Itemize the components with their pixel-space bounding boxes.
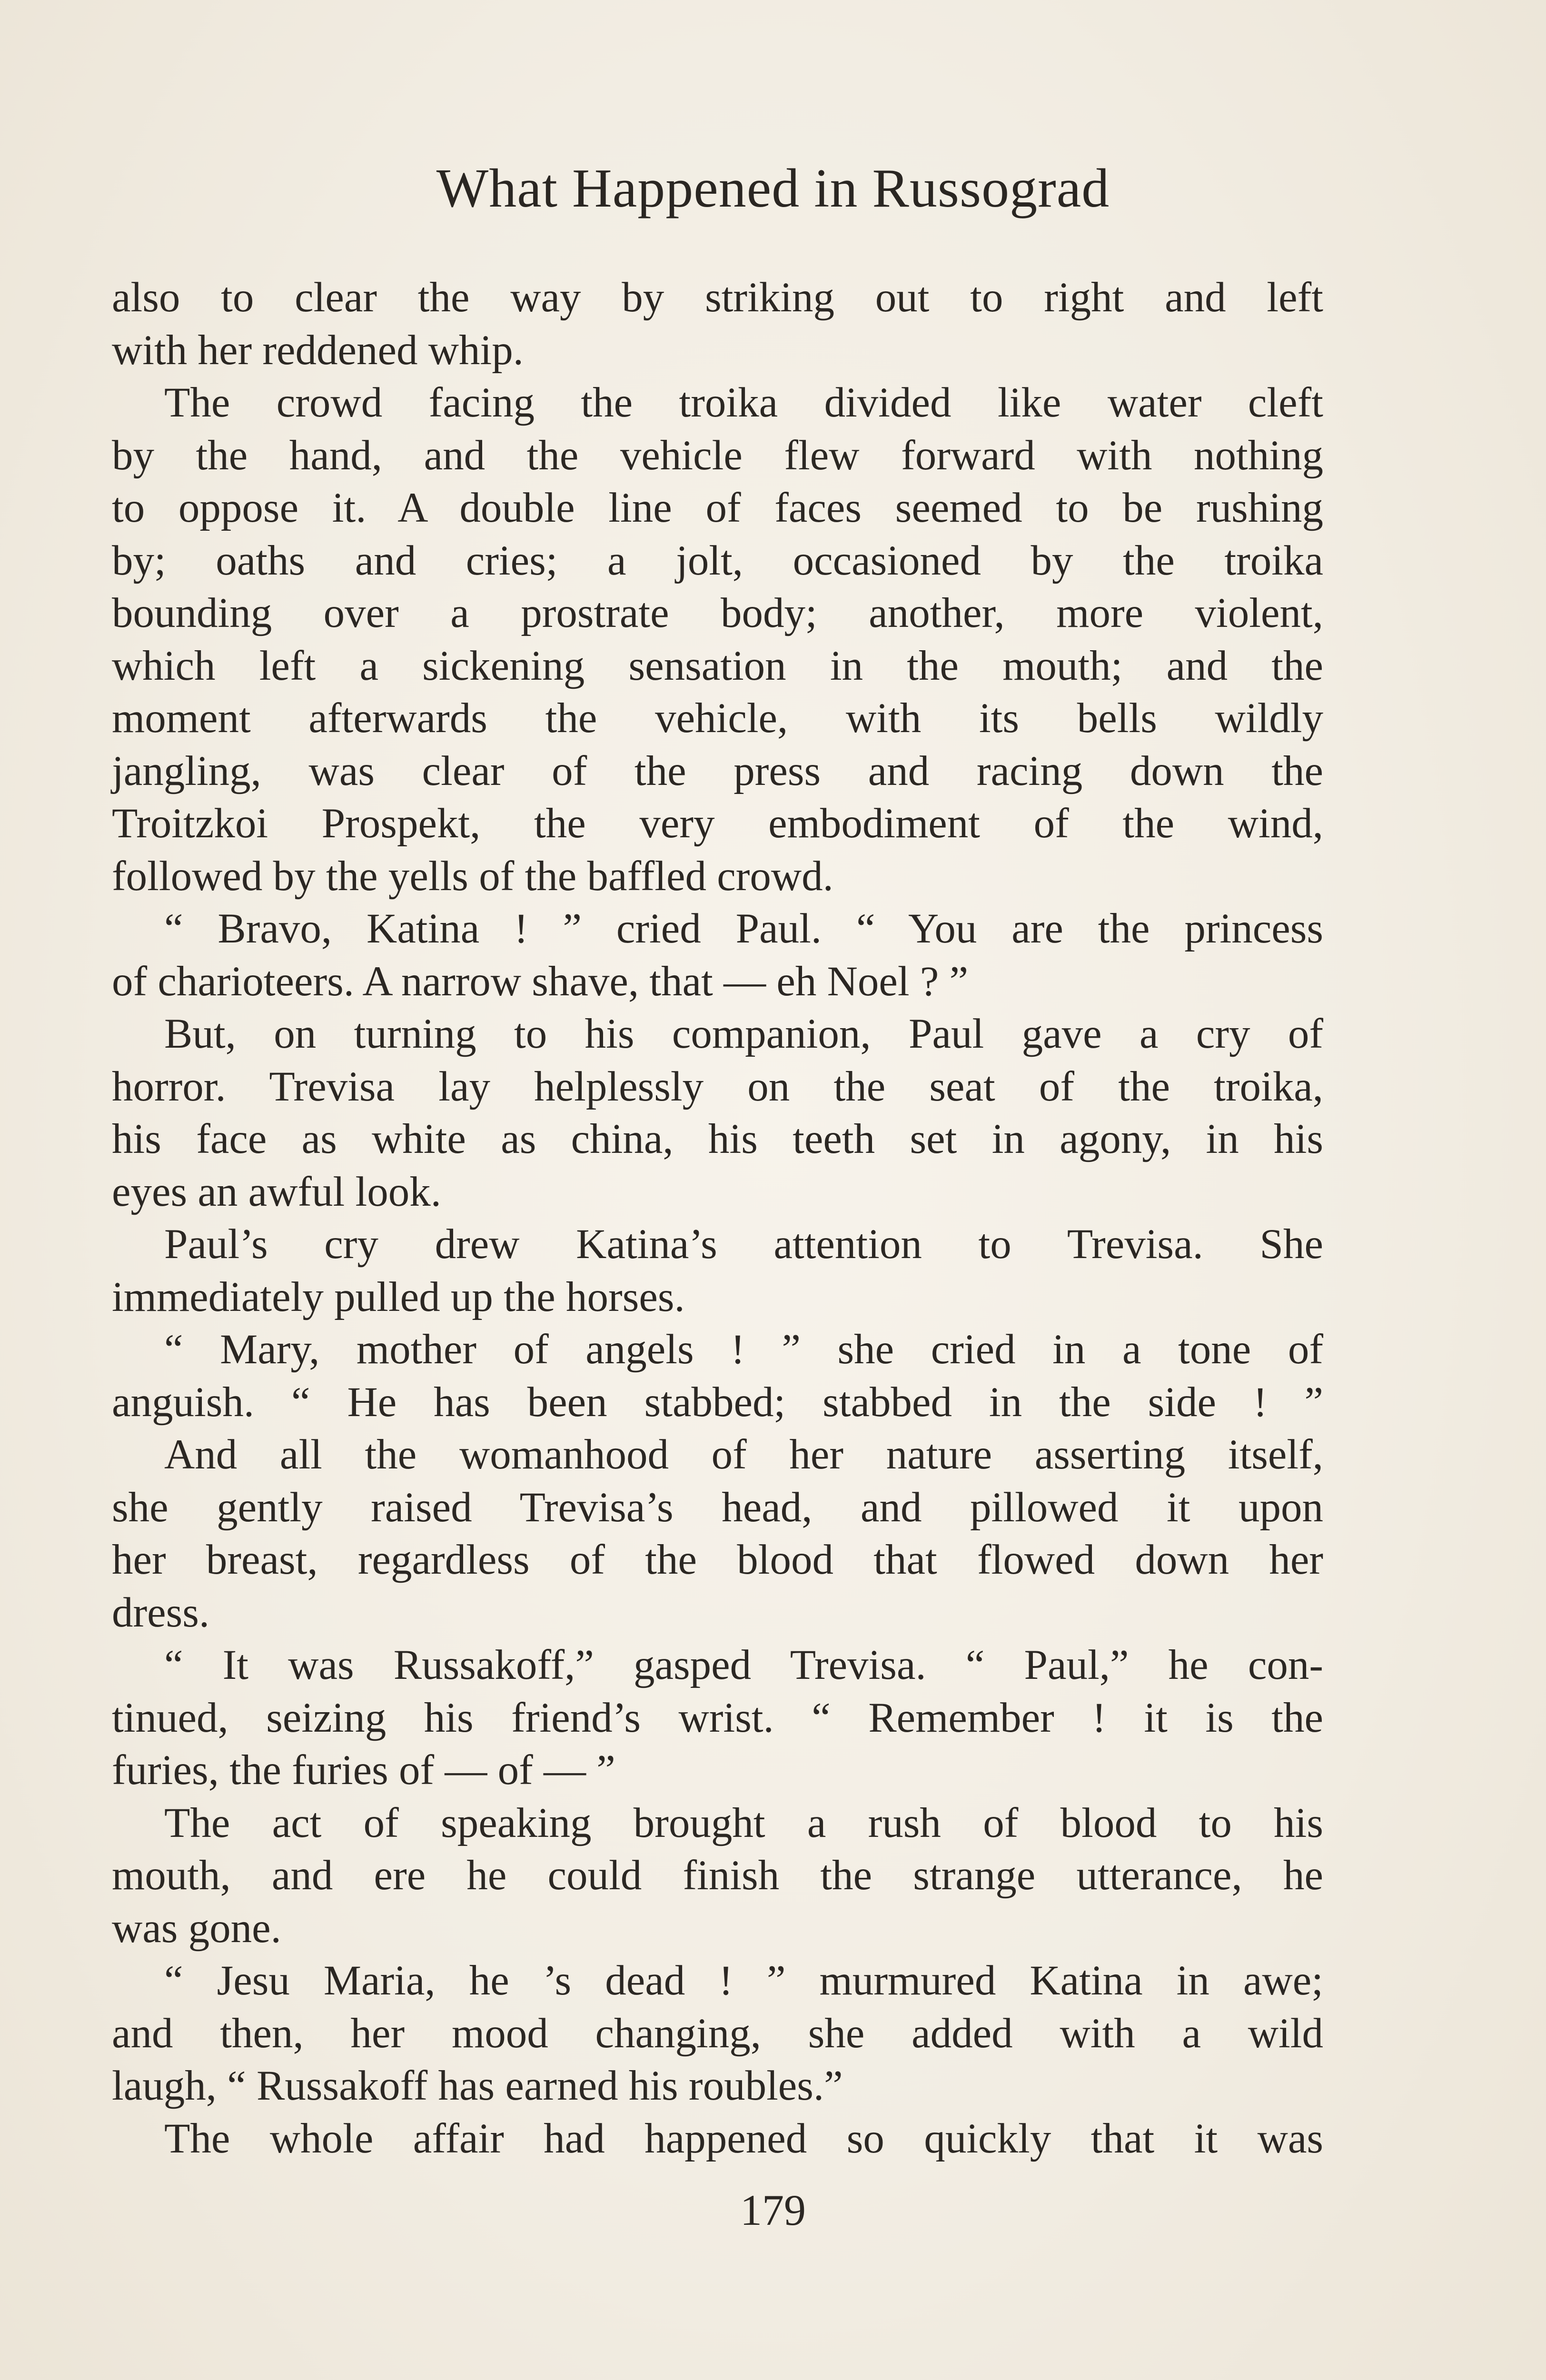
text-line: furies, the furies of — of — ” <box>112 1747 615 1794</box>
running-head: What Happened in Russograd <box>436 158 1110 219</box>
text-line: his face as white as china, his teeth set in agony, in his <box>112 1116 1323 1162</box>
text-line: “ Mary, mother of angels ! ” she cried in a tone of <box>164 1326 1323 1373</box>
text-line: bounding over a prostrate body; another, more violent, <box>112 590 1323 636</box>
text-line: dress. <box>112 1589 210 1636</box>
text-line: The crowd facing the troika divided like water cleft <box>164 379 1323 426</box>
text-line: “ Jesu Maria, he ’s dead ! ” murmured Katina in awe; <box>164 1957 1323 2004</box>
text-line: anguish. “ He has been stabbed; stabbed in the side ! ” <box>112 1378 1323 1426</box>
text-line: tinued, seizing his friend’s wrist. “ Remember ! it is the <box>112 1694 1323 1741</box>
text-line: by the hand, and the vehicle flew forward with nothing <box>112 432 1323 479</box>
text-line: and then, her mood changing, she added with a wild <box>112 2010 1323 2057</box>
text-line: moment afterwards the vehicle, with its bells wildly <box>112 695 1323 742</box>
text-line: immediately pulled up the horses. <box>112 1273 685 1320</box>
page-number: 179 <box>740 2186 806 2234</box>
text-line: followed by the yells of the baffled crowd. <box>112 853 833 900</box>
text-line: to oppose it. A double line of faces seemed to be rushing <box>112 485 1323 531</box>
text-line: “ Bravo, Katina ! ” cried Paul. “ You are the princess <box>164 905 1323 952</box>
text-line: of charioteers. A narrow shave, that — eh Noel ? ” <box>112 958 969 1005</box>
text-line: she gently raised Trevisa’s head, and pillowed it upon <box>112 1484 1323 1531</box>
text-line: which left a sickening sensation in the mouth; and the <box>112 642 1323 689</box>
text-line: And all the womanhood of her nature asserting itself, <box>164 1431 1323 1478</box>
text-line: eyes an awful look. <box>112 1168 442 1215</box>
text-line: The act of speaking brought a rush of blood to his <box>164 1799 1323 1846</box>
text-line: Troitzkoi Prospekt, the very embodiment of the wind, <box>112 800 1323 847</box>
text-line: with her reddened whip. <box>112 327 524 374</box>
text-line: The whole affair had happened so quickly that it was <box>164 2115 1323 2162</box>
body-text <box>112 271 1323 2165</box>
text-line: horror. Trevisa lay helplessly on the seat of the troika, <box>112 1063 1323 1110</box>
text-line: laugh, “ Russakoff has earned his roubles.” <box>112 2063 843 2109</box>
text-line: by; oaths and cries; a jolt, occasioned by the troika <box>112 537 1323 584</box>
text-line: mouth, and ere he could finish the strange utterance, he <box>112 1852 1323 1899</box>
text-line: her breast, regardless of the blood that flowed down her <box>112 1537 1323 1583</box>
text-line: Paul’s cry drew Katina’s attention to Trevisa. She <box>164 1221 1323 1268</box>
text-line: “ It was Russakoff,” gasped Trevisa. “ Paul,” he con- <box>164 1642 1323 1688</box>
text-line: But, on turning to his companion, Paul gave a cry of <box>164 1011 1323 1057</box>
text-line: was gone. <box>112 1904 281 1952</box>
text-line: jangling, was clear of the press and racing down the <box>112 747 1323 794</box>
text-line: also to clear the way by striking out to right and left <box>112 274 1323 321</box>
